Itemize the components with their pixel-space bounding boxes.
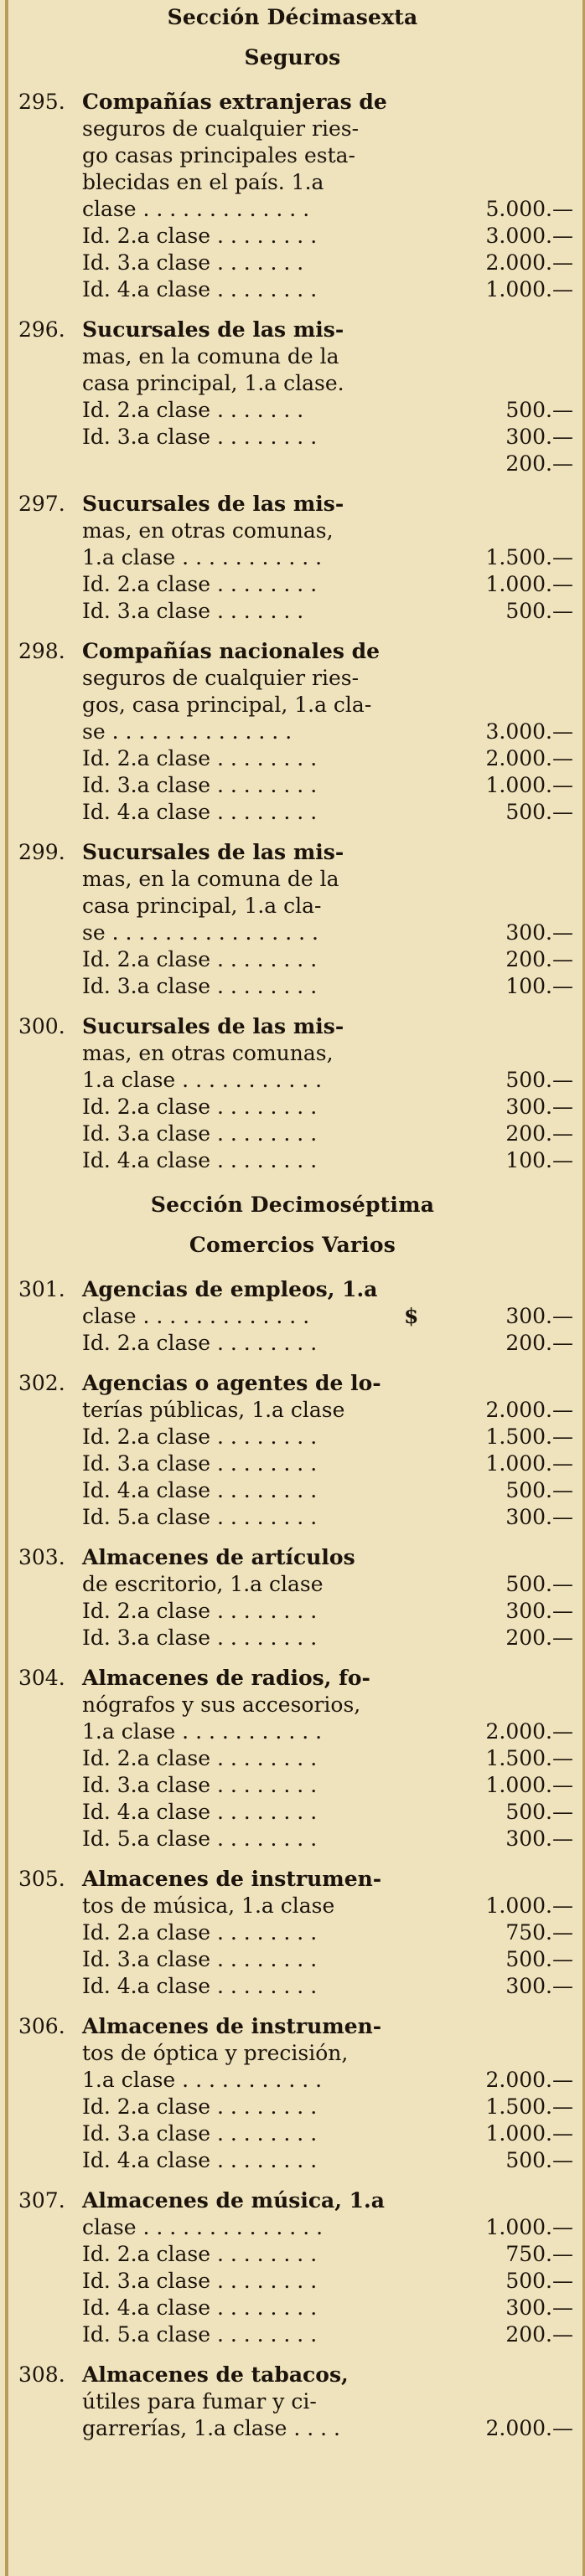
tax-amount: 500.— (505, 1947, 573, 1971)
entry-text: Id. 3.a clase . . . . . . . (82, 250, 304, 275)
tax-amount: 200.— (505, 1121, 573, 1146)
entry-text: Id. 3.a clase . . . . . . . . (82, 2121, 318, 2146)
entry-text: Almacenes de tabacos, (82, 2362, 349, 2387)
entry-text: garrerías, 1.a clase . . . . (82, 2416, 340, 2440)
entry-text: Id. 2.a clase . . . . . . . . (82, 1746, 318, 1770)
entry-line (0, 1826, 585, 1852)
entry-line (0, 665, 585, 692)
tax-amount: 5.000.— (485, 197, 573, 221)
entry-line (0, 1397, 585, 1424)
entry-line (0, 1893, 585, 1919)
entry-text: Id. 2.a clase . . . . . . . . (82, 746, 318, 770)
tax-amount: 1.000.— (485, 1893, 573, 1918)
entry-text: Compañías extranjeras de (82, 90, 387, 114)
entry-line (0, 370, 585, 397)
entry-line (0, 1477, 585, 1504)
tax-amount: 1.000.— (485, 2215, 573, 2239)
tax-amount: 500.— (505, 1800, 573, 1824)
entry-line (0, 1504, 585, 1531)
entry-text: Id. 4.a clase . . . . . . . . (82, 1148, 318, 1172)
entry-text: mas, en otras comunas, (82, 518, 334, 543)
entry-line (0, 1121, 585, 1147)
entry-line (0, 638, 585, 665)
entry-text: tos de música, 1.a clase (82, 1893, 335, 1918)
tax-amount: 2.000.— (485, 2068, 573, 2092)
entry-line (0, 317, 585, 343)
tax-amount: 2.000.— (485, 1719, 573, 1744)
tax-amount: 1.000.— (485, 2121, 573, 2146)
entry-line (0, 276, 585, 303)
entry-line (0, 893, 585, 920)
tax-amount: 300.— (505, 1599, 573, 1623)
tax-amount: 300.— (505, 425, 573, 449)
entry-line (0, 1544, 585, 1571)
tax-amount: 200.— (505, 451, 573, 476)
entry-text: Id. 5.a clase . . . . . . . . (82, 2322, 318, 2347)
tax-amount: 100.— (505, 1148, 573, 1172)
entry-text: Agencias o agentes de lo- (82, 1371, 381, 1395)
entry-line (0, 839, 585, 866)
entry-text: Id. 3.a clase . . . . . . . . (82, 974, 318, 998)
section-subtitle: Comercios Varios (189, 1233, 396, 1257)
tax-amount: 1.000.— (485, 277, 573, 301)
entry-text: 1.a clase . . . . . . . . . . . (82, 2068, 323, 2092)
entry-number: 295. (18, 90, 65, 114)
entry-line (0, 1625, 585, 1651)
entry-text: Id. 2.a clase . . . . . . . . (82, 2242, 318, 2266)
entry-line (0, 223, 585, 250)
entry-line (0, 196, 585, 223)
entry-text: Id. 4.a clase . . . . . . . . (82, 1800, 318, 1824)
entry-line (0, 692, 585, 719)
entry-text: Id. 4.a clase . . . . . . . . (82, 2148, 318, 2172)
tax-amount: 300.— (505, 1974, 573, 1998)
entry-text: Id. 4.a clase . . . . . . . . (82, 800, 318, 824)
entry-text: Id. 3.a clase . . . . . . . . (82, 2269, 318, 2293)
entry-line (0, 745, 585, 772)
entry-line (0, 598, 585, 625)
entry-text: Id. 4.a clase . . . . . . . . (82, 2295, 318, 2320)
entry-text: go casas principales esta- (82, 143, 355, 167)
entry-text: gos, casa principal, 1.a cla- (82, 693, 372, 717)
tax-amount: 500.— (505, 1478, 573, 1502)
entry-line (0, 1424, 585, 1450)
entry-text: Id. 2.a clase . . . . . . . . (82, 224, 318, 248)
entry-line (0, 2040, 585, 2067)
section-title: Sección Décimasexta (167, 5, 418, 29)
entry-text: seguros de cualquier ries- (82, 666, 360, 690)
entry-number: 300. (18, 1014, 65, 1038)
entry-line (0, 1919, 585, 1946)
currency-symbol: $ (404, 1304, 419, 1328)
tax-amount: 200.— (505, 1625, 573, 1650)
tax-amount: 300.— (505, 920, 573, 945)
entry-line (0, 1330, 585, 1357)
entry-text: Id. 2.a clase . . . . . . . . (82, 1920, 318, 1945)
entry-text: Sucursales de las mis- (82, 840, 344, 864)
entry-line (0, 397, 585, 424)
entry-line (0, 89, 585, 116)
tax-amount: 500.— (505, 1068, 573, 1092)
entry-text: Compañías nacionales de (82, 639, 381, 663)
entry-text: casa principal, 1.a clase. (82, 371, 344, 395)
tax-amount: 1.000.— (485, 1773, 573, 1797)
entry-line (0, 1303, 585, 1330)
tax-amount: 2.000.— (485, 746, 573, 770)
entry-text: Agencias de empleos, 1.a (82, 1277, 378, 1301)
entry-text: Id. 2.a clase . . . . . . . . (82, 572, 318, 596)
entry-text: Id. 2.a clase . . . . . . . (82, 398, 304, 422)
section-title: Sección Decimoséptima (150, 1193, 435, 1217)
entry-text: Sucursales de las mis- (82, 1014, 344, 1038)
entry-text: útiles para fumar y ci- (82, 2389, 317, 2414)
entry-text: Id. 3.a clase . . . . . . . (82, 599, 304, 623)
entry-text: blecidas en el país. 1.a (82, 170, 324, 194)
entry-line (0, 544, 585, 571)
entry-text: 1.a clase . . . . . . . . . . . (82, 1719, 323, 1744)
entry-line (0, 2147, 585, 2174)
entry-text: Id. 5.a clase . . . . . . . . (82, 1505, 318, 1529)
entry-text: se . . . . . . . . . . . . . . (82, 719, 292, 744)
entry-line (0, 866, 585, 893)
entry-line (0, 2187, 585, 2214)
tax-amount: 1.500.— (485, 1746, 573, 1770)
entry-line (0, 1772, 585, 1799)
tax-amount: 2.000.— (485, 2416, 573, 2440)
tax-amount: 300.— (505, 2295, 573, 2320)
entry-line (0, 2295, 585, 2321)
entry-text: Id. 3.a clase . . . . . . . . (82, 1947, 318, 1971)
entry-line (0, 799, 585, 826)
entry-line (0, 1276, 585, 1303)
tax-amount: 100.— (505, 974, 573, 998)
entry-line (0, 1013, 585, 1040)
tax-amount: 500.— (505, 398, 573, 422)
entry-number: 297. (18, 492, 65, 516)
tax-amount: 1.500.— (485, 545, 573, 569)
entry-line (0, 1067, 585, 1094)
entry-text: Id. 3.a clase . . . . . . . . (82, 1625, 318, 1650)
entry-text: Almacenes de música, 1.a (82, 2188, 385, 2213)
entry-text: Sucursales de las mis- (82, 317, 344, 342)
entry-line (0, 491, 585, 518)
entry-text: Id. 2.a clase . . . . . . . . (82, 1425, 318, 1449)
entry-text: Id. 3.a clase . . . . . . . . (82, 425, 318, 449)
entry-text: 1.a clase . . . . . . . . . . . (82, 1068, 323, 1092)
entry-text: mas, en la comuna de la (82, 344, 339, 368)
entry-text: Id. 3.a clase . . . . . . . . (82, 1121, 318, 1146)
tax-amount: 300.— (505, 1095, 573, 1119)
entry-line (0, 116, 585, 142)
entry-number: 304. (18, 1666, 65, 1690)
entry-number: 301. (18, 1277, 65, 1301)
entry-text: Id. 5.a clase . . . . . . . . (82, 1826, 318, 1851)
tax-amount: 500.— (505, 800, 573, 824)
tax-amount: 500.— (505, 2148, 573, 2172)
entry-line (0, 1598, 585, 1625)
entry-text: Id. 2.a clase . . . . . . . . (82, 1331, 318, 1355)
entry-line (0, 973, 585, 1000)
entry-line (0, 1040, 585, 1067)
entry-line (0, 2013, 585, 2040)
entry-text: terías públicas, 1.a clase (82, 1398, 345, 1422)
tax-amount: 200.— (505, 2322, 573, 2347)
entry-text: Almacenes de instrumen- (82, 1867, 382, 1891)
entry-text: clase . . . . . . . . . . . . . . (82, 2215, 324, 2239)
entry-line (0, 1718, 585, 1745)
entry-text: Id. 2.a clase . . . . . . . . (82, 1599, 318, 1623)
entry-line (0, 2094, 585, 2120)
entry-text: seguros de cualquier ries- (82, 116, 360, 141)
tax-amount: 2.000.— (485, 250, 573, 275)
entry-text: se . . . . . . . . . . . . . . . . (82, 920, 318, 945)
entry-line (0, 571, 585, 598)
entry-line (0, 1745, 585, 1772)
tax-amount: 300.— (505, 1304, 573, 1328)
entry-text: Id. 4.a clase . . . . . . . . (82, 1974, 318, 1998)
entry-line (0, 2362, 585, 2388)
entry-number: 299. (18, 840, 65, 864)
tax-amount: 1.000.— (485, 1451, 573, 1476)
entry-line (0, 2120, 585, 2147)
entry-text: Id. 2.a clase . . . . . . . . (82, 947, 318, 971)
tax-amount: 200.— (505, 947, 573, 971)
entry-line (0, 142, 585, 169)
entry-line (0, 1866, 585, 1893)
tax-amount: 1.000.— (485, 572, 573, 596)
entry-number: 305. (18, 1867, 65, 1891)
entry-text: Id. 3.a clase . . . . . . . . (82, 1773, 318, 1797)
entry-line (0, 518, 585, 544)
entry-line (0, 1450, 585, 1477)
entry-text: Id. 3.a clase . . . . . . . . (82, 1451, 318, 1476)
entry-number: 296. (18, 317, 65, 342)
entry-number: 298. (18, 639, 65, 663)
entry-line (0, 451, 585, 477)
entry-line (0, 1094, 585, 1121)
tax-amount: 300.— (505, 1505, 573, 1529)
entry-line (0, 1571, 585, 1598)
entry-text: Almacenes de artículos (82, 1545, 355, 1569)
tax-amount: 1.500.— (485, 2094, 573, 2119)
entry-text: mas, en otras comunas, (82, 1041, 334, 1065)
entry-text: nógrafos y sus accesorios, (82, 1692, 361, 1717)
entry-line (0, 1370, 585, 1397)
entry-line (0, 1692, 585, 1718)
tax-amount: 3.000.— (485, 224, 573, 248)
entry-text: Sucursales de las mis- (82, 492, 344, 516)
tax-amount: 2.000.— (485, 1398, 573, 1422)
entry-line (0, 2268, 585, 2295)
entry-line (0, 946, 585, 973)
entry-text: Id. 3.a clase . . . . . . . . (82, 773, 318, 797)
entry-line (0, 343, 585, 370)
entry-line (0, 2321, 585, 2348)
entry-text: Almacenes de instrumen- (82, 2014, 382, 2038)
tax-amount: 1.000.— (485, 773, 573, 797)
entry-line (0, 2214, 585, 2241)
entry-number: 308. (18, 2362, 65, 2387)
entry-line (0, 2415, 585, 2442)
entry-text: clase . . . . . . . . . . . . . (82, 1304, 310, 1328)
entry-line (0, 2241, 585, 2268)
entry-text: 1.a clase . . . . . . . . . . . (82, 545, 323, 569)
tax-amount: 750.— (505, 2242, 573, 2266)
entry-text: clase . . . . . . . . . . . . . (82, 197, 310, 221)
tax-amount: 750.— (505, 1920, 573, 1945)
entry-line (0, 1946, 585, 1973)
tax-amount: 1.500.— (485, 1425, 573, 1449)
entry-text: tos de óptica y precisión, (82, 2041, 349, 2065)
entry-number: 307. (18, 2188, 65, 2213)
tax-amount: 500.— (505, 2269, 573, 2293)
entry-line (0, 1147, 585, 1174)
entry-line (0, 772, 585, 799)
entry-text: de escritorio, 1.a clase (82, 1572, 324, 1596)
entry-number: 303. (18, 1545, 65, 1569)
tax-amount: 500.— (505, 599, 573, 623)
entry-text: Id. 2.a clase . . . . . . . . (82, 2094, 318, 2119)
entry-line (0, 2067, 585, 2094)
section-subtitle: Seguros (244, 45, 341, 70)
entry-text: Id. 4.a clase . . . . . . . . (82, 1478, 318, 1502)
entry-line (0, 169, 585, 196)
entry-text: Almacenes de radios, fo- (82, 1666, 370, 1690)
entry-line (0, 424, 585, 451)
entry-line (0, 1665, 585, 1692)
tax-amount: 3.000.— (485, 719, 573, 744)
tax-amount: 200.— (505, 1331, 573, 1355)
entry-text: Id. 4.a clase . . . . . . . . (82, 277, 318, 301)
tax-amount: 300.— (505, 1826, 573, 1851)
entry-line (0, 920, 585, 946)
entry-line (0, 250, 585, 276)
entry-line (0, 719, 585, 745)
entry-text: casa principal, 1.a cla- (82, 894, 322, 918)
entry-line (0, 2388, 585, 2415)
entry-text: Id. 2.a clase . . . . . . . . (82, 1095, 318, 1119)
entry-text: mas, en la comuna de la (82, 867, 339, 891)
entry-number: 302. (18, 1371, 65, 1395)
entry-line (0, 1973, 585, 2000)
tax-amount: 500.— (505, 1572, 573, 1596)
entry-line (0, 1799, 585, 1826)
entry-number: 306. (18, 2014, 65, 2038)
